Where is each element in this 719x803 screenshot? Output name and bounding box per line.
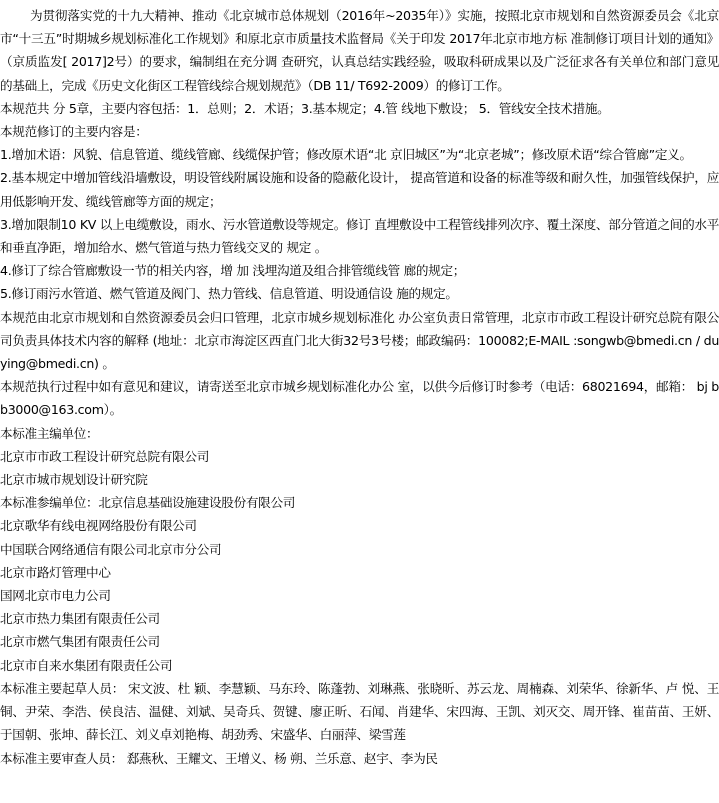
drafters-list: 本标准主要起草人员： 宋文波、杜 颖、李慧颖、马东玲、陈蓬勃、刘琳燕、张晓昕、苏云龙、周楠森、刘荣华、徐新华、卢 悦、王铜、尹荣、李浩、侯良洁、温健、刘斌、吴奇兵、贺键、廖正昕、石闻、肖建华、宋四海、王凯、刘灭交、周开锋、崔苗苗、王妍、于国朝、张坤、薛长江、刘义卓刘艳梅、胡劲秀、宋盛华、白丽萍、梁雪莲 <box>0 680 719 743</box>
organization-line: 北京市自来水集团有限责任公司 <box>0 657 173 673</box>
feedback-paragraph: 本规范执行过程中如有意见和建议，请寄送至北京市城乡规划标准化办公 室，以供今后修订时参考（电话：68021694，邮箱： bj bb3000@163.com）。 <box>0 379 719 418</box>
chief-editor-heading: 本标准主编单位： <box>0 425 99 441</box>
organization-line: 北京市燃气集团有限责任公司 <box>0 634 160 650</box>
organization-line: 北京市热力集团有限责任公司 <box>0 611 160 627</box>
revision-item-2: 2.基本规定中增加管线沿墙敷设，明设管线附属设施和设备的隐蔽化设计， 提高管道和设备的标准等级和耐久性，加强管线保护，应用低影响开发、缆线管廊等方面的规定； <box>0 170 719 209</box>
revision-heading: 本规范修订的主要内容是： <box>0 124 148 140</box>
chapter-summary: 本规范共 分 5章，主要内容包括：1．总则；2．术语；3.基本规定；4.管 线地下敷设； 5．管线安全技术措施。 <box>0 100 610 116</box>
organization-line: 北京市路灯管理中心 <box>0 564 111 580</box>
revision-item-5: 5.修订雨污水管道、燃气管道及阀门、热力管线、信息管道、明设通信设 施的规定。 <box>0 286 458 302</box>
revision-item-1: 1.增加术语：风貌、信息管道、缆线管廊、线缆保护管；修改原术语“北 京旧城区”为“北京老城”；修改原术语“综合管廊”定义。 <box>0 147 692 163</box>
preface-paragraph: 为贯彻落实党的十九大精神、推动《北京城市总体规划（2016年~2035年）》实施，按照北京市规划和自然资源委员会《北京市“十三五”时期城乡规划标准化工作规划》和原北京市质量技术监督局《关于印发 2017年北京市地方标 准制修订项目计划的通知》（京质监发[ 2017]2号）的要求，编制组在充分调 查研究，认真总结实践经验，吸取科研成果以及广泛征求各有关单位和部门意见的基础上，完成《历史文化街区工程管线综合规划规范》（DB 11/ T692-2009）的修订工作。 <box>0 8 719 93</box>
organization-line: 国网北京市电力公司 <box>0 588 111 604</box>
revision-item-3: 3.增加限制10 KV 以上电缆敷设，雨水、污水管道敷设等规定。修订 直埋敷设中工程管线排列次序、覆土深度、部分管道之间的水平和垂直净距，增加给水、燃气管道与热力管线交叉的 规定 。 <box>0 216 719 256</box>
organization-line: 中国联合网络通信有限公司北京市分公司 <box>0 541 222 557</box>
participating-units-heading: 本标准参编单位：北京信息基础设施建设股份有限公司 <box>0 495 296 511</box>
reviewers-list: 本标准主要审查人员： 郄燕秋、王耀文、王增义、杨 朔、兰乐意、赵宇、李为民 <box>0 750 438 766</box>
revision-item-4: 4.修订了综合管廊敷设一节的相关内容，增 加 浅埋沟道及组合排管缆线管 廊的规定； <box>0 263 466 279</box>
organization-line: 北京市市政工程设计研究总院有限公司 <box>0 448 209 464</box>
organization-line: 北京歌华有线电视网络股份有限公司 <box>0 518 197 534</box>
management-paragraph: 本规范由北京市规划和自然资源委员会归口管理，北京市城乡规划标准化 办公室负责日常管理，北京市市政工程设计研究总院有限公司负责具体技术内容的解释 (地址：北京市海淀区西直门北大街32号3号楼；邮政编码：100082;E-MAIL :songwb@bmedi.cn / duying@bmedi.cn) 。 <box>0 309 719 372</box>
organization-line: 北京市城市规划设计研究院 <box>0 472 148 488</box>
